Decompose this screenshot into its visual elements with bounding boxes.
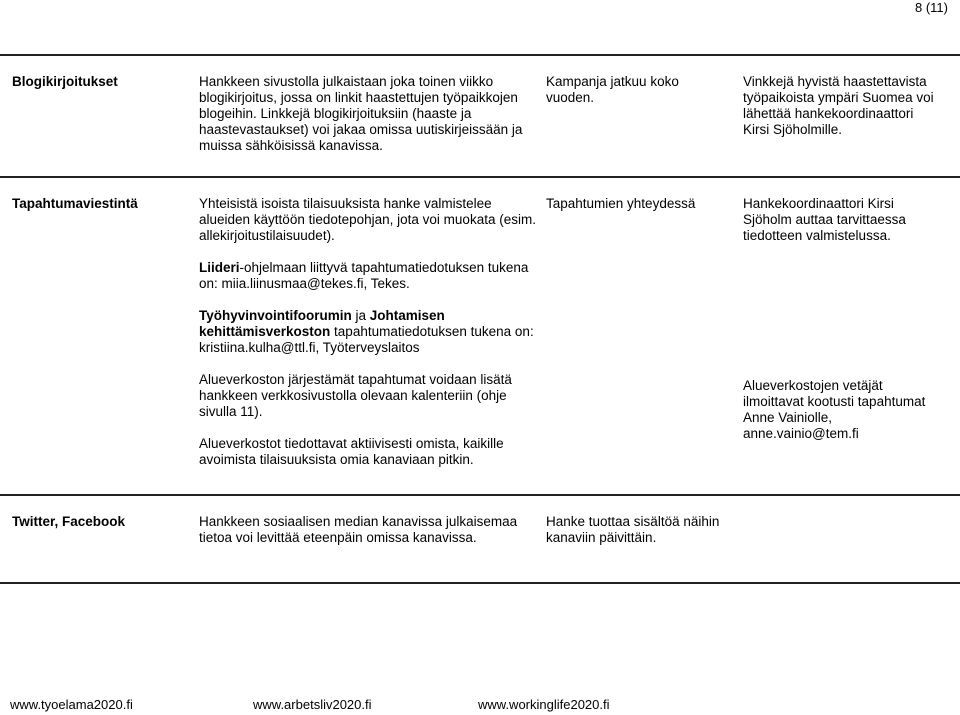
row-timing: Tapahtumien yhteydessä [546, 196, 696, 211]
row-label: Twitter, Facebook [12, 514, 126, 529]
row-label: Tapahtumaviestintä [12, 196, 138, 211]
footer-link[interactable]: www.workinglife2020.fi [478, 697, 610, 712]
description-paragraph: Yhteisistä isoista tilaisuuksista hanke valmistelee alueiden käyttöön tiedotepohjan, jota voi muokata (esim. allekirjoitustilaisuudet). [199, 196, 536, 243]
program-name: Työhyvinvointifoorumin [199, 308, 352, 323]
program-name: Liideri [199, 260, 240, 275]
notes-text: Vinkkejä hyvistä haastettavista työpaikoista ympäri Suomea voi lähettää hankekoordinaattori Kirsi Sjöholmille. [743, 74, 934, 137]
row-notes [743, 74, 943, 138]
row-divider [0, 494, 960, 496]
row-label: Blogikirjoitukset [12, 74, 118, 89]
footer-link[interactable]: www.tyoelama2020.fi [10, 697, 133, 712]
notes-paragraph: Alueverkostojen vetäjät ilmoittavat kootusti tapahtumat Anne Vainiolle, anne.vainio@tem.fi [743, 378, 926, 441]
description-paragraph: Liideri-ohjelmaan liittyvä tapahtumatiedotuksen tukena on: miia.liinusmaa@tekes.fi, Tekes. [199, 260, 529, 291]
description-paragraph: Työhyvinvointifoorumin ja Johtamisen kehittämisverkoston tapahtumatiedotuksen tukena on: kristiina.kulha@ttl.fi, Työterveyslaitos [199, 308, 534, 355]
row-divider [0, 176, 960, 178]
row-description: Hankkeen sosiaalisen median kanavissa julkaisemaa tietoa voi levittää eteenpäin omissa kanavissa. [199, 514, 518, 545]
table-top-border [0, 54, 960, 56]
row-description [199, 196, 539, 468]
description-paragraph: Alueverkoston järjestämät tapahtumat voidaan lisätä hankkeen verkkosivustolla olevaan kalenteriin (ohje sivulla 11). [199, 372, 512, 419]
footer-link[interactable]: www.arbetsliv2020.fi [253, 697, 372, 712]
row-description [199, 74, 534, 154]
description-text: Hankkeen sivustolla julkaistaan joka toinen viikko blogikirjoitus, jossa on linkit haastettujen työpaikkojen blogeihin. Linkkejä blogikirjoituksiin (haaste ja haastevastaukset) voi jakaa omissa uutiskirjeissään ja muissa sähköisissä kanavissa. [199, 74, 523, 153]
program-name: Johtamisen kehittämisverkoston [199, 308, 445, 339]
page-number: 8 (11) [915, 0, 948, 15]
description-paragraph: Alueverkostot tiedottavat aktiivisesti omista, kaikille avoimista tilaisuuksista omia kanaviaan pitkin. [199, 436, 504, 467]
row-notes [743, 378, 943, 442]
notes-paragraph: Hankekoordinaattori Kirsi Sjöholm auttaa tarvittaessa tiedotteen valmistelussa. [743, 196, 906, 243]
row-timing: Hanke tuottaa sisältöä näihin kanaviin päivittäin. [546, 514, 720, 545]
row-notes [743, 196, 943, 244]
row-timing: Kampanja jatkuu koko vuoden. [546, 74, 679, 105]
table-bottom-border [0, 582, 960, 584]
